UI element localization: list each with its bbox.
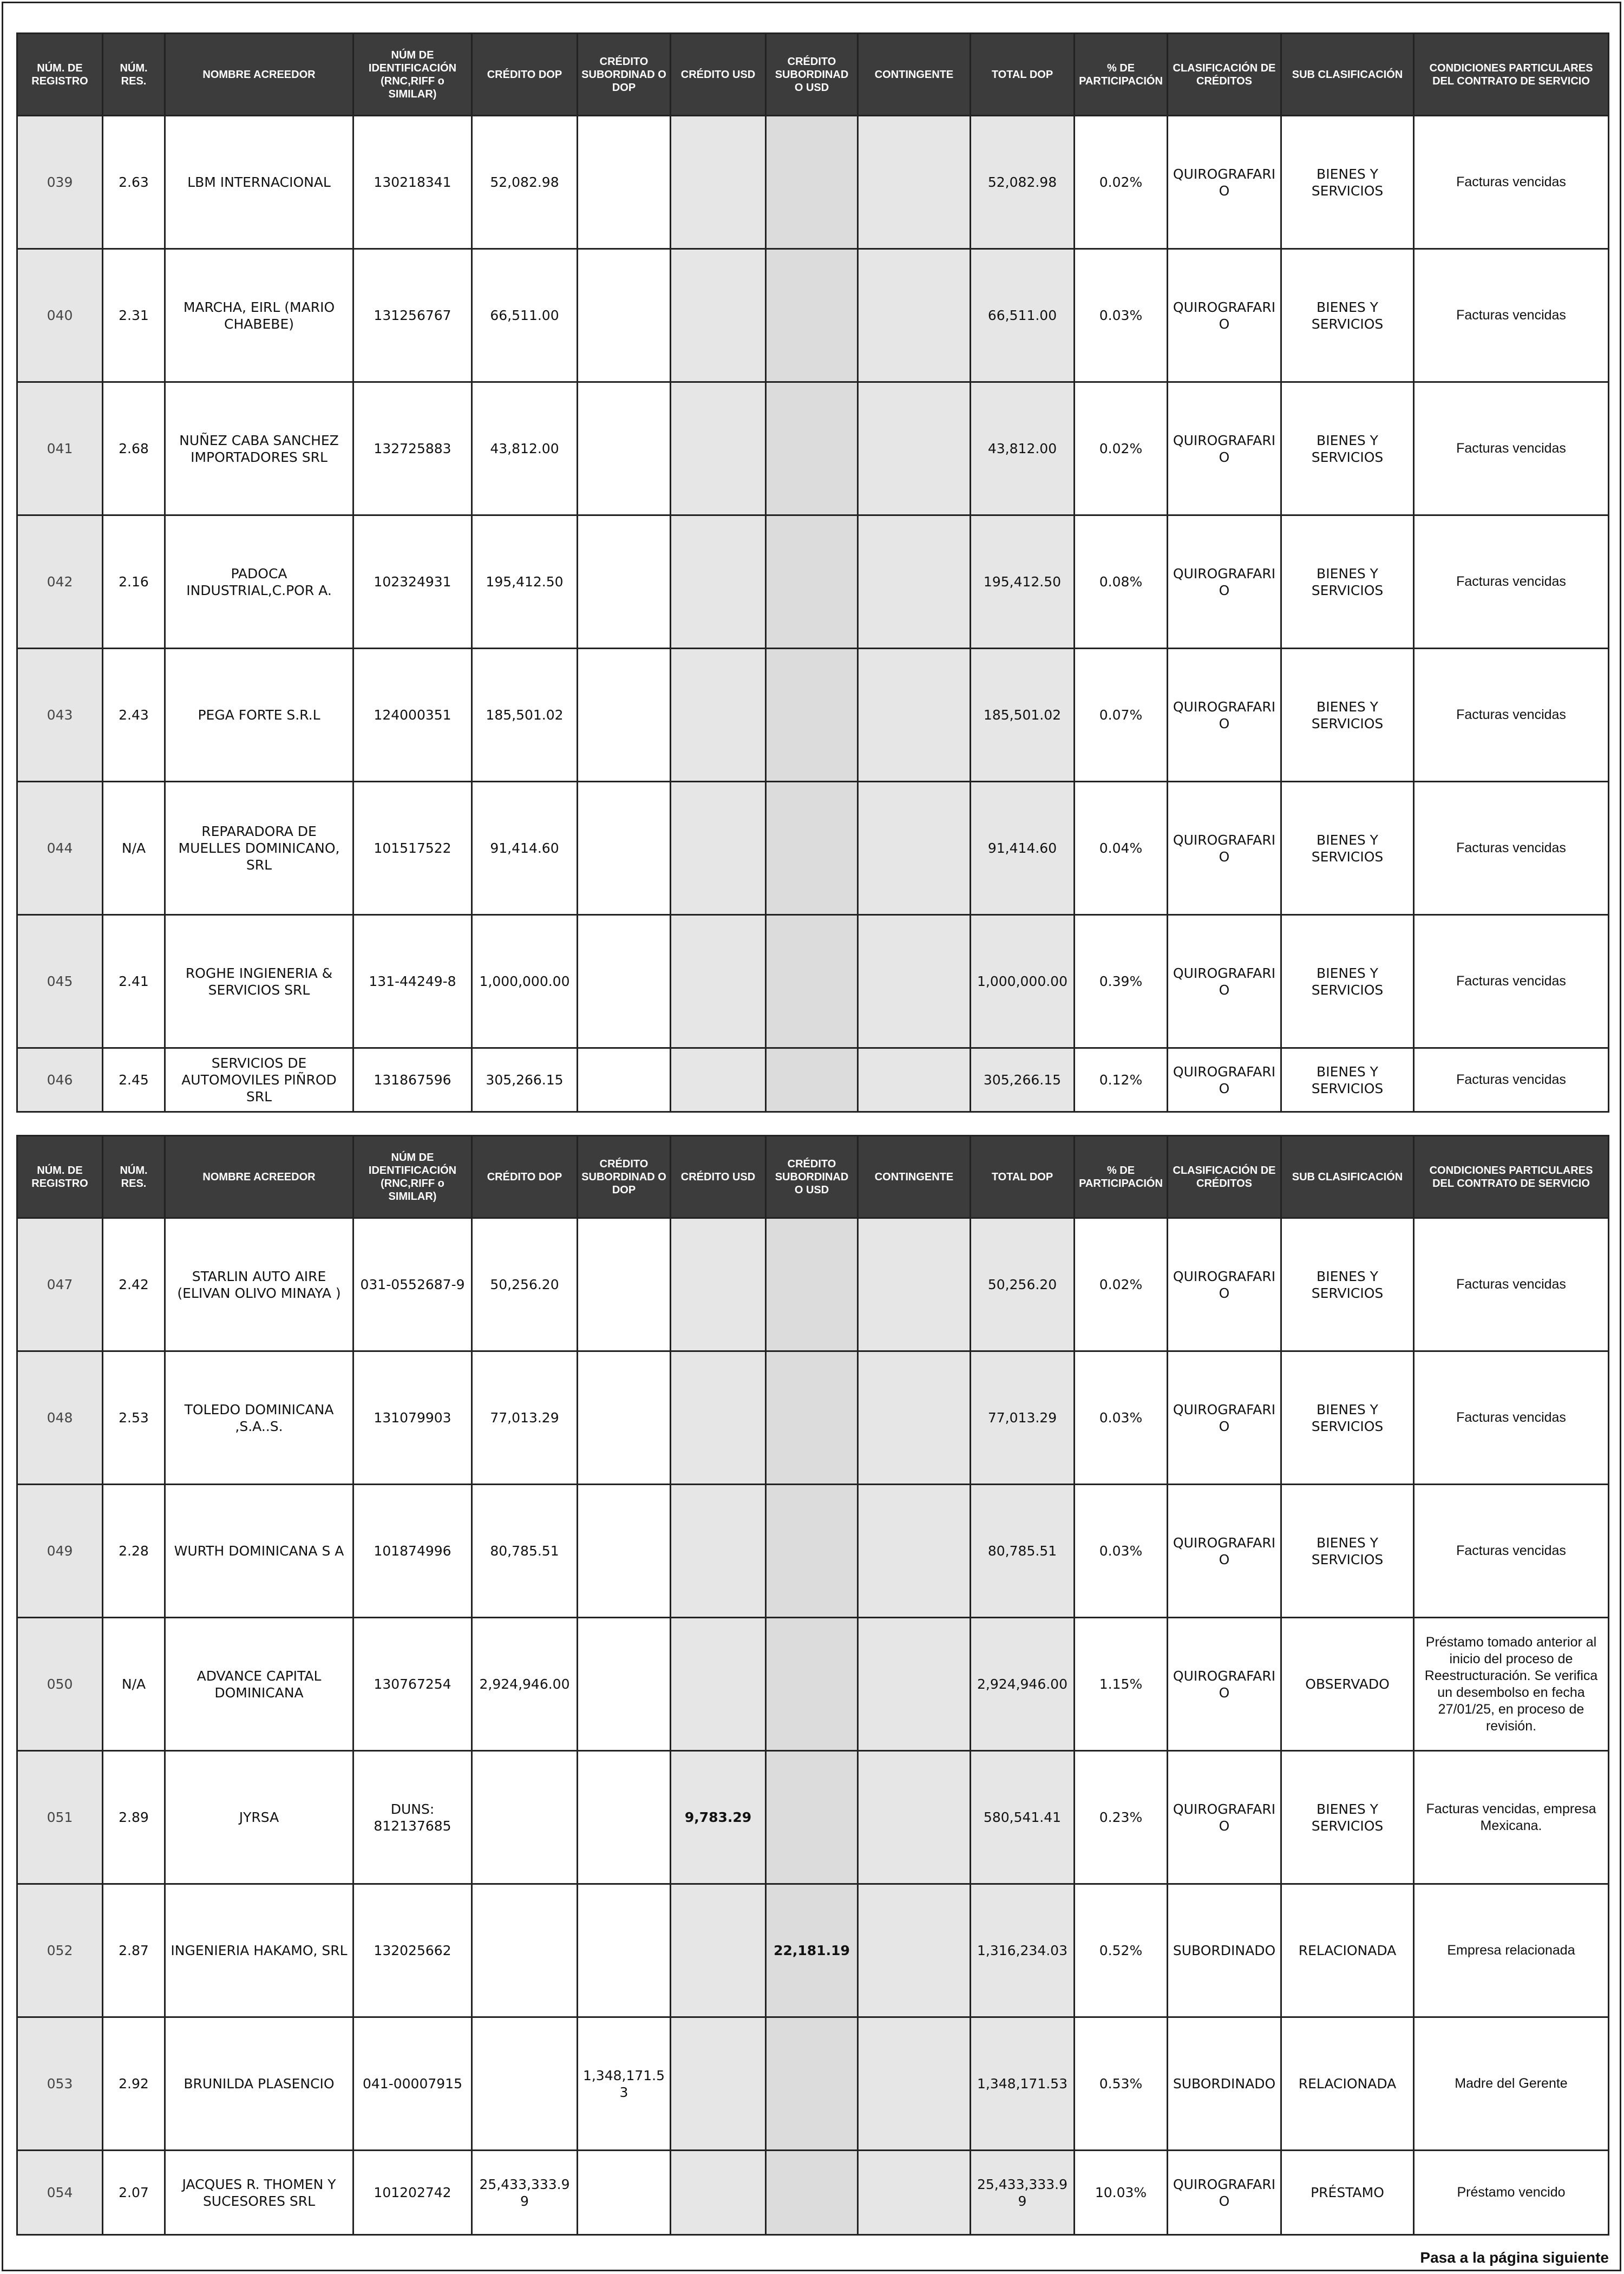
table-row (17, 1751, 1609, 1884)
cell-condiciones: Préstamo vencido (1414, 2151, 1609, 2235)
cell-clasificacion: QUIROGRAFARIO (1168, 1751, 1281, 1884)
cell-num-registro: 045 (17, 915, 103, 1048)
cell-identificacion: DUNS: 812137685 (353, 1751, 472, 1884)
cell-num-res: 2.92 (103, 2017, 165, 2151)
cell-num-registro: 047 (17, 1218, 103, 1351)
cell-identificacion: 131079903 (353, 1351, 472, 1485)
cell-credito-dop (472, 1751, 578, 1884)
cell-credito-sub-usd (766, 249, 858, 382)
cell-sub-clasificacion: OBSERVADO (1281, 1618, 1414, 1751)
cell-credito-sub-dop (578, 1351, 671, 1485)
cell-num-registro: 050 (17, 1618, 103, 1751)
col-header-nombre: NOMBRE ACREEDOR (165, 34, 353, 116)
cell-num-res: 2.07 (103, 2151, 165, 2235)
cell-credito-dop: 25,433,333.99 (472, 2151, 578, 2235)
cell-nombre-acreedor: ADVANCE CAPITAL DOMINICANA (165, 1618, 353, 1751)
cell-nombre-acreedor: STARLIN AUTO AIRE (ELIVAN OLIVO MINAYA ) (165, 1218, 353, 1351)
cell-clasificacion: QUIROGRAFARIO (1168, 1485, 1281, 1618)
cell-clasificacion: QUIROGRAFARIO (1168, 515, 1281, 649)
cell-nombre-acreedor: SERVICIOS DE AUTOMOVILES PIÑROD SRL (165, 1048, 353, 1112)
cell-total-dop: 195,412.50 (971, 515, 1075, 649)
col-header-num-registro: NÚM. DE REGISTRO (17, 1136, 103, 1218)
cell-credito-usd (671, 1884, 766, 2017)
cell-sub-clasificacion: BIENES Y SERVICIOS (1281, 1751, 1414, 1884)
cell-sub-clasificacion: BIENES Y SERVICIOS (1281, 1218, 1414, 1351)
cell-num-res: 2.87 (103, 1884, 165, 2017)
col-header-credito-usd: CRÉDITO USD (671, 1136, 766, 1218)
cell-condiciones: Facturas vencidas (1414, 1351, 1609, 1485)
cell-credito-usd (671, 1218, 766, 1351)
cell-credito-sub-dop (578, 782, 671, 915)
cell-clasificacion: SUBORDINADO (1168, 1884, 1281, 2017)
cell-nombre-acreedor: BRUNILDA PLASENCIO (165, 2017, 353, 2151)
cell-clasificacion: QUIROGRAFARIO (1168, 649, 1281, 782)
cell-num-res: 2.43 (103, 649, 165, 782)
cell-condiciones: Facturas vencidas (1414, 649, 1609, 782)
cell-num-res: 2.63 (103, 116, 165, 249)
cell-credito-sub-usd (766, 382, 858, 515)
cell-contingente (858, 1485, 971, 1618)
cell-num-res: 2.42 (103, 1218, 165, 1351)
cell-clasificacion: QUIROGRAFARIO (1168, 782, 1281, 915)
cell-condiciones: Facturas vencidas (1414, 782, 1609, 915)
cell-total-dop: 80,785.51 (971, 1485, 1075, 1618)
cell-num-res: N/A (103, 782, 165, 915)
cell-identificacion: 041-00007915 (353, 2017, 472, 2151)
cell-participacion: 0.08% (1075, 515, 1168, 649)
cell-contingente (858, 915, 971, 1048)
cell-num-res: 2.28 (103, 1485, 165, 1618)
cell-identificacion: 131-44249-8 (353, 915, 472, 1048)
col-header-condiciones: CONDICIONES PARTICULARES DEL CONTRATO DE SERVICIO (1414, 1136, 1609, 1218)
cell-nombre-acreedor: ROGHE INGIENERIA & SERVICIOS SRL (165, 915, 353, 1048)
col-header-contingente: CONTINGENTE (858, 34, 971, 116)
cell-nombre-acreedor: JACQUES R. THOMEN Y SUCESORES SRL (165, 2151, 353, 2235)
cell-total-dop: 52,082.98 (971, 116, 1075, 249)
col-header-total-dop: TOTAL DOP (971, 1136, 1075, 1218)
cell-credito-usd (671, 1351, 766, 1485)
creditors-table-2 (16, 1135, 1609, 2236)
col-header-credito-usd: CRÉDITO USD (671, 34, 766, 116)
cell-credito-sub-usd (766, 1751, 858, 1884)
cell-num-res: 2.41 (103, 915, 165, 1048)
cell-credito-sub-usd: 22,181.19 (766, 1884, 858, 2017)
col-header-num-res: NÚM. RES. (103, 34, 165, 116)
cell-contingente (858, 1351, 971, 1485)
cell-credito-sub-dop (578, 2151, 671, 2235)
cell-credito-sub-dop (578, 382, 671, 515)
cell-contingente (858, 382, 971, 515)
table-row (17, 382, 1609, 515)
table-row (17, 1618, 1609, 1751)
col-header-sub-clasificacion: SUB CLASIFICACIÓN (1281, 34, 1414, 116)
cell-sub-clasificacion: RELACIONADA (1281, 2017, 1414, 2151)
cell-total-dop: 2,924,946.00 (971, 1618, 1075, 1751)
cell-clasificacion: SUBORDINADO (1168, 2017, 1281, 2151)
cell-sub-clasificacion: PRÉSTAMO (1281, 2151, 1414, 2235)
cell-sub-clasificacion: BIENES Y SERVICIOS (1281, 915, 1414, 1048)
cell-condiciones: Facturas vencidas (1414, 1218, 1609, 1351)
cell-credito-dop: 1,000,000.00 (472, 915, 578, 1048)
cell-num-res: 2.45 (103, 1048, 165, 1112)
col-header-credito-sub-usd: CRÉDITO SUBORDINAD O USD (766, 1136, 858, 1218)
cell-clasificacion: QUIROGRAFARIO (1168, 1218, 1281, 1351)
cell-condiciones: Facturas vencidas (1414, 249, 1609, 382)
cell-num-registro: 048 (17, 1351, 103, 1485)
cell-num-registro: 044 (17, 782, 103, 915)
cell-credito-sub-dop (578, 1048, 671, 1112)
cell-sub-clasificacion: BIENES Y SERVICIOS (1281, 1485, 1414, 1618)
cell-credito-usd (671, 515, 766, 649)
cell-credito-sub-dop (578, 1618, 671, 1751)
cell-participacion: 0.12% (1075, 1048, 1168, 1112)
col-header-num-res: NÚM. RES. (103, 1136, 165, 1218)
creditors-table-1 (16, 32, 1609, 1113)
cell-credito-sub-dop (578, 649, 671, 782)
cell-credito-sub-usd (766, 1218, 858, 1351)
cell-credito-dop (472, 1884, 578, 2017)
cell-contingente (858, 1884, 971, 2017)
cell-num-registro: 052 (17, 1884, 103, 2017)
cell-total-dop: 43,812.00 (971, 382, 1075, 515)
cell-credito-sub-usd (766, 1485, 858, 1618)
cell-identificacion: 132025662 (353, 1884, 472, 2017)
col-header-credito-sub-dop: CRÉDITO SUBORDINAD O DOP (578, 1136, 671, 1218)
table-row (17, 782, 1609, 915)
table-row (17, 649, 1609, 782)
cell-clasificacion: QUIROGRAFARIO (1168, 382, 1281, 515)
cell-credito-usd (671, 782, 766, 915)
cell-contingente (858, 1751, 971, 1884)
cell-credito-dop: 52,082.98 (472, 116, 578, 249)
cell-condiciones: Madre del Gerente (1414, 2017, 1609, 2151)
cell-credito-sub-dop (578, 116, 671, 249)
cell-credito-usd (671, 1485, 766, 1618)
col-header-nombre: NOMBRE ACREEDOR (165, 1136, 353, 1218)
cell-num-registro: 046 (17, 1048, 103, 1112)
table-row (17, 915, 1609, 1048)
cell-contingente (858, 1618, 971, 1751)
cell-nombre-acreedor: MARCHA, EIRL (MARIO CHABEBE) (165, 249, 353, 382)
cell-credito-sub-dop (578, 249, 671, 382)
cell-contingente (858, 649, 971, 782)
cell-nombre-acreedor: REPARADORA DE MUELLES DOMINICANO, SRL (165, 782, 353, 915)
cell-condiciones: Facturas vencidas (1414, 915, 1609, 1048)
cell-identificacion: 031-0552687-9 (353, 1218, 472, 1351)
cell-num-registro: 054 (17, 2151, 103, 2235)
cell-credito-sub-dop (578, 515, 671, 649)
cell-num-res: 2.16 (103, 515, 165, 649)
cell-condiciones: Facturas vencidas, empresa Mexicana. (1414, 1751, 1609, 1884)
table-row (17, 249, 1609, 382)
col-header-participacion: % DE PARTICIPACIÓN (1075, 1136, 1168, 1218)
cell-nombre-acreedor: TOLEDO DOMINICANA ,S.A..S. (165, 1351, 353, 1485)
cell-clasificacion: QUIROGRAFARIO (1168, 1048, 1281, 1112)
cell-participacion: 1.15% (1075, 1618, 1168, 1751)
cell-credito-sub-dop (578, 1485, 671, 1618)
cell-sub-clasificacion: RELACIONADA (1281, 1884, 1414, 2017)
cell-credito-dop (472, 2017, 578, 2151)
cell-identificacion: 130767254 (353, 1618, 472, 1751)
cell-identificacion: 102324931 (353, 515, 472, 649)
col-header-participacion: % DE PARTICIPACIÓN (1075, 34, 1168, 116)
cell-credito-dop: 185,501.02 (472, 649, 578, 782)
cell-nombre-acreedor: PADOCA INDUSTRIAL,C.POR A. (165, 515, 353, 649)
cell-participacion: 0.07% (1075, 649, 1168, 782)
cell-contingente (858, 1218, 971, 1351)
next-page-note: Pasa a la página siguiente (1420, 2249, 1609, 2266)
cell-credito-sub-usd (766, 649, 858, 782)
table-row (17, 2151, 1609, 2235)
cell-credito-dop: 43,812.00 (472, 382, 578, 515)
table-row (17, 1884, 1609, 2017)
cell-credito-dop: 195,412.50 (472, 515, 578, 649)
cell-identificacion: 131256767 (353, 249, 472, 382)
cell-total-dop: 305,266.15 (971, 1048, 1075, 1112)
cell-total-dop: 66,511.00 (971, 249, 1075, 382)
cell-credito-sub-dop: 1,348,171.53 (578, 2017, 671, 2151)
cell-num-registro: 049 (17, 1485, 103, 1618)
cell-identificacion: 101517522 (353, 782, 472, 915)
cell-credito-usd (671, 2017, 766, 2151)
cell-credito-sub-dop (578, 915, 671, 1048)
cell-credito-usd (671, 649, 766, 782)
cell-credito-usd (671, 915, 766, 1048)
cell-credito-usd (671, 249, 766, 382)
cell-total-dop: 580,541.41 (971, 1751, 1075, 1884)
cell-total-dop: 1,348,171.53 (971, 2017, 1075, 2151)
cell-sub-clasificacion: BIENES Y SERVICIOS (1281, 1048, 1414, 1112)
cell-num-registro: 040 (17, 249, 103, 382)
cell-identificacion: 124000351 (353, 649, 472, 782)
cell-participacion: 0.02% (1075, 382, 1168, 515)
cell-sub-clasificacion: BIENES Y SERVICIOS (1281, 382, 1414, 515)
cell-total-dop: 50,256.20 (971, 1218, 1075, 1351)
table-row (17, 1218, 1609, 1351)
cell-credito-usd (671, 2151, 766, 2235)
cell-contingente (858, 249, 971, 382)
cell-participacion: 0.23% (1075, 1751, 1168, 1884)
col-header-contingente: CONTINGENTE (858, 1136, 971, 1218)
cell-clasificacion: QUIROGRAFARIO (1168, 915, 1281, 1048)
col-header-identificacion: NÚM DE IDENTIFICACIÓN (RNC,RIFF o SIMILAR) (353, 34, 472, 116)
cell-sub-clasificacion: BIENES Y SERVICIOS (1281, 649, 1414, 782)
cell-condiciones: Facturas vencidas (1414, 1048, 1609, 1112)
cell-num-registro: 039 (17, 116, 103, 249)
cell-sub-clasificacion: BIENES Y SERVICIOS (1281, 249, 1414, 382)
cell-credito-sub-usd (766, 782, 858, 915)
cell-condiciones: Facturas vencidas (1414, 515, 1609, 649)
cell-sub-clasificacion: BIENES Y SERVICIOS (1281, 1351, 1414, 1485)
cell-credito-sub-usd (766, 2017, 858, 2151)
cell-identificacion: 131867596 (353, 1048, 472, 1112)
cell-clasificacion: QUIROGRAFARIO (1168, 2151, 1281, 2235)
col-header-identificacion: NÚM DE IDENTIFICACIÓN (RNC,RIFF o SIMILAR) (353, 1136, 472, 1218)
cell-credito-usd (671, 382, 766, 515)
cell-nombre-acreedor: INGENIERIA HAKAMO, SRL (165, 1884, 353, 2017)
cell-identificacion: 101874996 (353, 1485, 472, 1618)
cell-identificacion: 101202742 (353, 2151, 472, 2235)
cell-clasificacion: QUIROGRAFARIO (1168, 1618, 1281, 1751)
col-header-credito-sub-usd: CRÉDITO SUBORDINAD O USD (766, 34, 858, 116)
cell-credito-sub-usd (766, 1618, 858, 1751)
col-header-credito-dop: CRÉDITO DOP (472, 1136, 578, 1218)
cell-sub-clasificacion: BIENES Y SERVICIOS (1281, 116, 1414, 249)
cell-clasificacion: QUIROGRAFARIO (1168, 1351, 1281, 1485)
cell-credito-sub-usd (766, 1048, 858, 1112)
cell-total-dop: 91,414.60 (971, 782, 1075, 915)
cell-num-res: N/A (103, 1618, 165, 1751)
table-header-row (17, 1136, 1609, 1218)
cell-condiciones: Empresa relacionada (1414, 1884, 1609, 2017)
cell-credito-dop: 91,414.60 (472, 782, 578, 915)
cell-contingente (858, 782, 971, 915)
cell-participacion: 0.03% (1075, 1351, 1168, 1485)
cell-condiciones: Préstamo tomado anterior al inicio del proceso de Reestructuración. Se verifica un desembolso en fecha 27/01/25, en proceso de revisión. (1414, 1618, 1609, 1751)
cell-credito-sub-dop (578, 1218, 671, 1351)
cell-participacion: 10.03% (1075, 2151, 1168, 2235)
cell-nombre-acreedor: WURTH DOMINICANA S A (165, 1485, 353, 1618)
cell-num-registro: 053 (17, 2017, 103, 2151)
cell-participacion: 0.03% (1075, 249, 1168, 382)
cell-credito-sub-usd (766, 515, 858, 649)
cell-num-registro: 041 (17, 382, 103, 515)
col-header-credito-dop: CRÉDITO DOP (472, 34, 578, 116)
cell-total-dop: 25,433,333.99 (971, 2151, 1075, 2235)
cell-sub-clasificacion: BIENES Y SERVICIOS (1281, 515, 1414, 649)
cell-credito-sub-dop (578, 1751, 671, 1884)
cell-credito-dop: 77,013.29 (472, 1351, 578, 1485)
cell-sub-clasificacion: BIENES Y SERVICIOS (1281, 782, 1414, 915)
cell-contingente (858, 515, 971, 649)
cell-credito-usd (671, 116, 766, 249)
cell-credito-dop: 66,511.00 (472, 249, 578, 382)
cell-contingente (858, 2151, 971, 2235)
col-header-total-dop: TOTAL DOP (971, 34, 1075, 116)
cell-num-registro: 051 (17, 1751, 103, 1884)
cell-contingente (858, 2017, 971, 2151)
cell-nombre-acreedor: JYRSA (165, 1751, 353, 1884)
cell-credito-sub-usd (766, 1351, 858, 1485)
cell-clasificacion: QUIROGRAFARIO (1168, 249, 1281, 382)
table-row (17, 116, 1609, 249)
cell-credito-usd (671, 1618, 766, 1751)
cell-condiciones: Facturas vencidas (1414, 116, 1609, 249)
table-row (17, 1351, 1609, 1485)
cell-credito-sub-dop (578, 1884, 671, 2017)
cell-nombre-acreedor: NUÑEZ CABA SANCHEZ IMPORTADORES SRL (165, 382, 353, 515)
table-header-row (17, 34, 1609, 116)
cell-participacion: 0.02% (1075, 1218, 1168, 1351)
col-header-credito-sub-dop: CRÉDITO SUBORDINAD O DOP (578, 34, 671, 116)
cell-nombre-acreedor: LBM INTERNACIONAL (165, 116, 353, 249)
col-header-sub-clasificacion: SUB CLASIFICACIÓN (1281, 1136, 1414, 1218)
cell-condiciones: Facturas vencidas (1414, 382, 1609, 515)
table-row (17, 1048, 1609, 1112)
cell-participacion: 0.52% (1075, 1884, 1168, 2017)
cell-identificacion: 130218341 (353, 116, 472, 249)
cell-credito-usd: 9,783.29 (671, 1751, 766, 1884)
cell-credito-sub-usd (766, 116, 858, 249)
cell-credito-dop: 80,785.51 (472, 1485, 578, 1618)
cell-credito-sub-usd (766, 915, 858, 1048)
cell-identificacion: 132725883 (353, 382, 472, 515)
cell-num-res: 2.68 (103, 382, 165, 515)
cell-participacion: 0.03% (1075, 1485, 1168, 1618)
cell-nombre-acreedor: PEGA FORTE S.R.L (165, 649, 353, 782)
cell-clasificacion: QUIROGRAFARIO (1168, 116, 1281, 249)
cell-num-res: 2.31 (103, 249, 165, 382)
col-header-condiciones: CONDICIONES PARTICULARES DEL CONTRATO DE SERVICIO (1414, 34, 1609, 116)
cell-contingente (858, 116, 971, 249)
table-row (17, 1485, 1609, 1618)
col-header-clasificacion: CLASIFICACIÓN DE CRÉDITOS (1168, 1136, 1281, 1218)
cell-num-registro: 042 (17, 515, 103, 649)
cell-participacion: 0.39% (1075, 915, 1168, 1048)
cell-num-res: 2.89 (103, 1751, 165, 1884)
cell-num-res: 2.53 (103, 1351, 165, 1485)
cell-total-dop: 1,316,234.03 (971, 1884, 1075, 2017)
cell-contingente (858, 1048, 971, 1112)
cell-total-dop: 185,501.02 (971, 649, 1075, 782)
cell-condiciones: Facturas vencidas (1414, 1485, 1609, 1618)
col-header-num-registro: NÚM. DE REGISTRO (17, 34, 103, 116)
cell-participacion: 0.02% (1075, 116, 1168, 249)
cell-credito-sub-usd (766, 2151, 858, 2235)
table-row (17, 515, 1609, 649)
cell-total-dop: 77,013.29 (971, 1351, 1075, 1485)
cell-total-dop: 1,000,000.00 (971, 915, 1075, 1048)
cell-credito-dop: 2,924,946.00 (472, 1618, 578, 1751)
cell-participacion: 0.53% (1075, 2017, 1168, 2151)
cell-num-registro: 043 (17, 649, 103, 782)
cell-credito-dop: 305,266.15 (472, 1048, 578, 1112)
cell-participacion: 0.04% (1075, 782, 1168, 915)
col-header-clasificacion: CLASIFICACIÓN DE CRÉDITOS (1168, 34, 1281, 116)
cell-credito-dop: 50,256.20 (472, 1218, 578, 1351)
table-row (17, 2017, 1609, 2151)
cell-credito-usd (671, 1048, 766, 1112)
